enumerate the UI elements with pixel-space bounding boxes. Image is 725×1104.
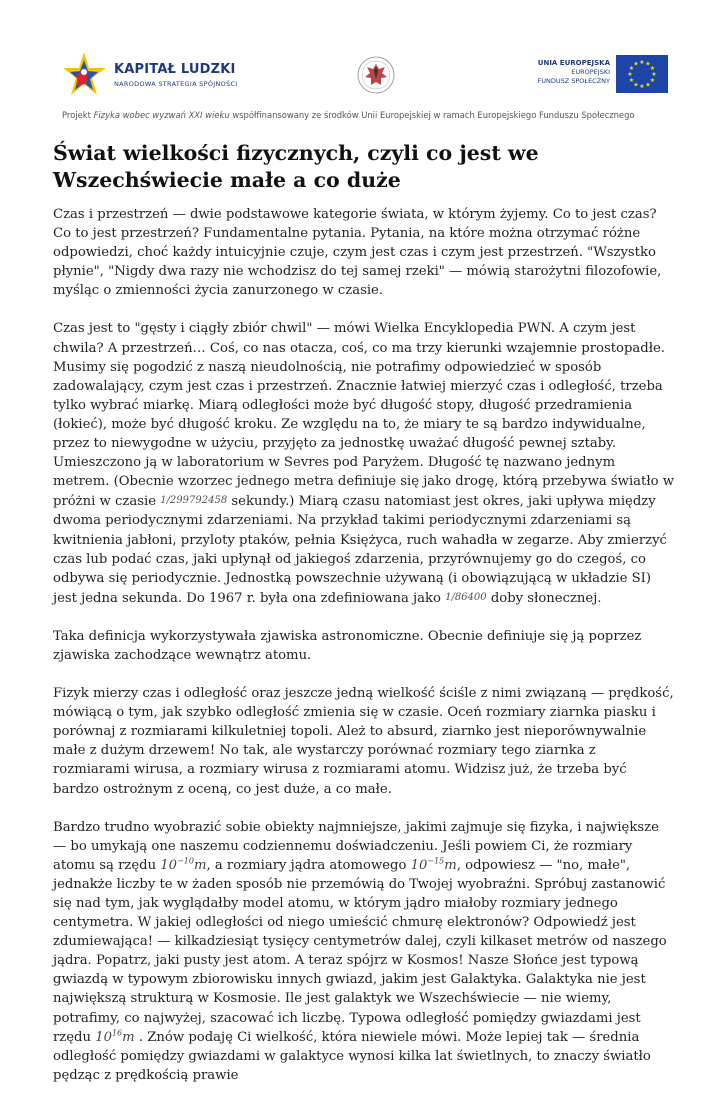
svg-text:★: ★ [651, 71, 657, 78]
eu-text-block [537, 58, 610, 86]
math-star-distance: $10^{16}m$ [95, 1028, 135, 1045]
paragraph-5-text-c: , odpowiesz — "no, małe", jednakże liczby te w żaden sposób nie przemówią do Twojej wyobraźni. Spróbuj zastanowić się nad tym, jak wyglądałby model atomu, w którym jądro miałoby rozmiary jednego centymetra. W jakiej odległości od niego umieścić chmurę elektronów? Odpowiedź jest zdumiewająca! — kilkadziesiąt tysięcy centymetrów dalej, czyli kilkaset metrów od naszego jądra. Popatrz, jaki pusty jest atom. A teraz spójrz w Kosmos! Nasze Słońce jest typową gwiazdą w typowym zbiorowisku innych gwiazd, jakim jest Galaktyka. Galaktyka nie jest największą strukturą w Kosmosie. Ile jest galaktyk we Wszechświecie — nie wiemy, potrafimy, co najwyżej, szacować ich liczbę. Typowa odległość pomiędzy gwiazdami jest rzędu [53, 857, 667, 1045]
svg-text:★: ★ [628, 77, 635, 84]
math-nucleus-size: $10^{-15}m$ [410, 856, 457, 873]
eagle-seal-icon [355, 52, 397, 102]
eu-line-3: FUNDUSZ SPOŁECZNY [537, 77, 610, 85]
paragraph-1: Czas i przestrzeń — dwie podstawowe kategorie świata, w którym żyjemy. Co to jest czas? Co to jest przestrzeń? Fundamentalne pytania. Pytania, na które można otrzymać różne odpowiedzi, choć każdy intuicyjnie czuje, czym jest czas i czym jest przestrzeń. "Wszystko płynie", "Nigdy dwa razy nie wchodzisz do tej samej rzeki" — mówią starożytni filozofowie, myśląc o zmienności życia zanurzonego w czasie. [53, 207, 662, 299]
paragraph-5 [53, 818, 675, 1085]
article-body [53, 205, 675, 1104]
paragraph-2-text-a: Czas jest to "gęsty i ciągły zbiór chwil" — mówi Wielka Encyklopedia PWN. A czym jest chwila? A przestrzeń… Coś, co nas otacza, coś, co ma trzy kierunki wzajemnie prostopadłe. Musimy się pogodzić z naszą nieudolnością, nie potrafimy odpowiedzieć w sposób zadowalający, czym jest czas i przestrzeń. Znacznie łatwiej mierzyć czas i odległość, trzeba tylko wybrać miarkę. Miarą odległości może być długość stopy, długość przedramienia (łokieć), może być długość kroku. Ze względu na to, że miary te są bardzo indywidualne, przez to niewygodne w użyciu, przyjęto za jednostkę uważać długość pewnej sztaby. Umieszczono ją w laboratorium w Sevres pod Paryżem. Długość tę nazwano jednym metrem. (Obecnie wzorzec jednego metra definiuje się jako drogę, którą przebywa światło w próżni w czasie [53, 321, 675, 510]
paragraph-3: Taka definicja wykorzystywała zjawiska astronomiczne. Obecnie definiuje się ją poprzez zjawiska zachodzące wewnątrz atomu. [53, 628, 642, 663]
page-title: Świat wielkości fizycznych, czyli co jest we Wszechświecie małe a co duże [53, 141, 539, 192]
paragraph-5-text-d: . Znów podaję Ci wielkość, która niewiele mówi. Może lepiej tak — średnia odległość pomiędzy gwiazdami w galaktyce wynosi kilka lat świetlnych, to znaczy światło pędząc z prędkością prawie [53, 1029, 651, 1083]
svg-text:★: ★ [628, 65, 635, 72]
svg-text:★: ★ [627, 71, 633, 78]
eu-flag-icon [616, 55, 668, 93]
paragraph-2-text-b: sekundy.) Miarą czasu natomiast jest okres, jaki upływa między dwoma periodycznymi zdarzeniami. Na przykład takimi periodycznymi zdarzeniami są kwitnienia jabłoni, przyloty ptaków, pełnia Księżyca, ruch wahadła w zegarze. Aby zmierzyć czas lub podać czas, jaki upłynął od jakiegoś zdarzenia, przyrównujemy go do czegoś, co odbywa się periodycznie. Jednostką powszechnie używaną (i obowiązującą w układzie SI) jest jedna sekunda. Do 1967 r. była ona zdefiniowana jako [53, 494, 667, 606]
svg-text:★: ★ [649, 65, 656, 72]
logo-title: KAPITAŁ LUDZKI [114, 62, 236, 77]
eu-line-1: UNIA EUROPEJSKA [537, 59, 610, 67]
svg-text:★: ★ [639, 83, 645, 90]
project-prefix: Projekt [62, 110, 94, 120]
paragraph-2-text-c: doby słonecznej. [486, 590, 602, 606]
svg-text:★: ★ [645, 60, 651, 68]
fraction-meter: 1/299792458 [160, 495, 228, 507]
page-header [0, 0, 725, 135]
university-seal [355, 52, 397, 102]
math-atom-size: $10^{-10}m$ [160, 856, 207, 873]
project-name: Fizyka wobec wyzwań XXI wieku [93, 110, 230, 120]
fraction-second: 1/86400 [445, 591, 487, 603]
logo-subtitle: NARODOWA STRATEGIA SPÓJNOŚCI [114, 80, 238, 88]
svg-text:★: ★ [633, 81, 639, 89]
eu-line-2: EUROPEJSKI [571, 68, 610, 76]
star-icon [64, 50, 108, 98]
project-funding-line [62, 110, 682, 120]
svg-text:★: ★ [633, 60, 639, 68]
eu-logo [508, 55, 668, 97]
paragraph-5-text-a: Bardzo trudno wyobrazić sobie obiekty najmniejsze, jakimi zajmuje się fizyka, i największe — bo umykają one naszemu codziennemu doświadczeniu. Jeśli powiem Ci, że rozmiary atomu są rzędu [53, 819, 659, 873]
project-suffix: współfinansowany ze środków Unii Europejskiej w ramach Europejskiego Funduszu Społecznego [229, 110, 635, 120]
kapital-ludzki-logo [64, 50, 274, 98]
svg-text:★: ★ [649, 77, 656, 84]
paragraph-4: Fizyk mierzy czas i odległość oraz jeszcze jedną wielkość ściśle z nimi związaną — prędkość, mówiącą o tym, jak szybko odległość zmienia się w czasie. Oceń rozmiary ziarnka piasku i porównaj z rozmiarami kilkuletniej topoli. Ależ to absurd, ziarnko jest nieporównywalnie małe z dużym drzewem! No tak, ale wystarczy porównać rozmiary tego ziarnka z rozmiarami wirusa, a rozmiary wirusa z rozmiarami atomu. Widzisz już, że trzeba być bardzo ostrożnym z oceną, co jest duże, a co małe. [53, 686, 674, 797]
paragraph-5-text-b: , a rozmiary jądra atomowego [206, 857, 411, 873]
svg-text:★: ★ [639, 59, 645, 66]
svg-text:★: ★ [645, 81, 651, 89]
paragraph-2 [53, 319, 675, 607]
